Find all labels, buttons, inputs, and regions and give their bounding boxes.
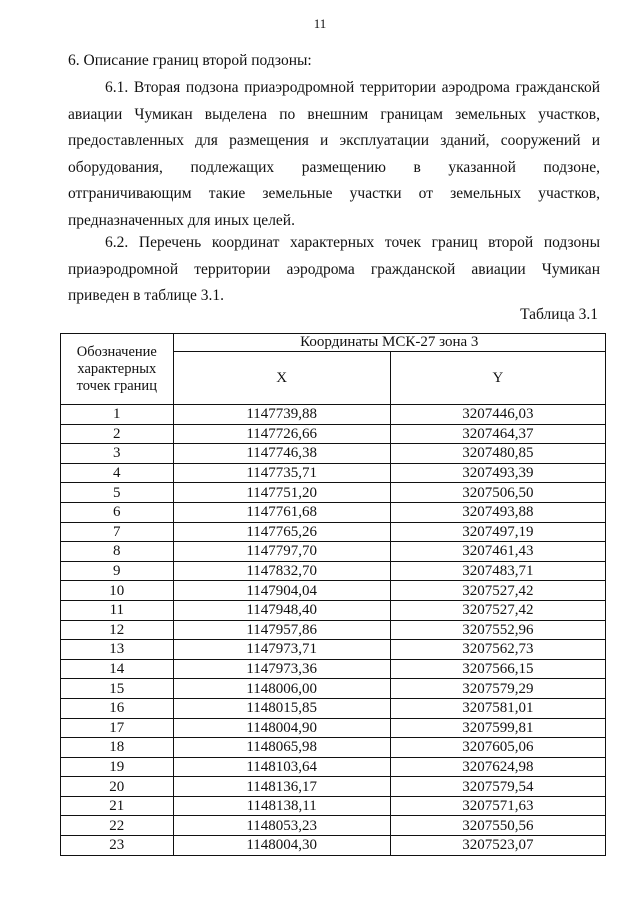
table-row [61,581,606,601]
x-value: 1147957,86 [173,620,390,640]
table-row [61,483,606,503]
table-row [61,777,606,797]
x-value: 1147751,20 [173,483,390,503]
paragraph-6-1: 6.1. Вторая подзона приаэродромной территории аэродрома гражданской авиации Чумикан выделена по внешним границам земельных участков, предоставленных для размещения и эксплуатации зданий, сооружений и оборудования, подлежащих размещению в указанной подзоне, отграничивающим такие земельные участки от земельных участков, предназначенных для иных целей. [68,79,600,229]
table-row [61,424,606,444]
y-value: 3207523,07 [390,836,605,856]
table-row [61,757,606,777]
point-number: 15 [61,679,174,699]
x-value: 1147948,40 [173,600,390,620]
y-value: 3207446,03 [390,405,605,425]
table-row [61,444,606,464]
x-value: 1147746,38 [173,444,390,464]
table-row [61,405,606,425]
x-value: 1147832,70 [173,561,390,581]
point-number: 12 [61,620,174,640]
y-value: 3207550,56 [390,816,605,836]
y-value: 3207480,85 [390,444,605,464]
x-value: 1148053,23 [173,816,390,836]
table-row [61,738,606,758]
point-number: 8 [61,542,174,562]
y-value: 3207461,43 [390,542,605,562]
y-value: 3207581,01 [390,698,605,718]
x-value: 1147739,88 [173,405,390,425]
table-row [61,679,606,699]
point-number: 14 [61,659,174,679]
point-number: 21 [61,796,174,816]
table-row [61,659,606,679]
point-number: 10 [61,581,174,601]
x-value: 1147973,36 [173,659,390,679]
y-value: 3207624,98 [390,757,605,777]
x-value: 1147904,04 [173,581,390,601]
table-row [61,640,606,660]
point-number: 5 [61,483,174,503]
x-value: 1147973,71 [173,640,390,660]
y-value: 3207566,15 [390,659,605,679]
point-number: 4 [61,463,174,483]
point-number: 23 [61,836,174,856]
table-row [61,542,606,562]
point-number: 20 [61,777,174,797]
x-value: 1147735,71 [173,463,390,483]
table-row [61,502,606,522]
point-number: 13 [61,640,174,660]
table-row [61,522,606,542]
x-value: 1148103,64 [173,757,390,777]
table-caption: Таблица 3.1 [520,306,598,323]
y-value: 3207493,39 [390,463,605,483]
point-number: 16 [61,698,174,718]
table-row [61,463,606,483]
y-value: 3207552,96 [390,620,605,640]
x-value: 1148004,90 [173,718,390,738]
point-number: 1 [61,405,174,425]
y-value: 3207579,54 [390,777,605,797]
point-number: 19 [61,757,174,777]
x-value: 1148004,30 [173,836,390,856]
coordinates-table-body [61,405,606,856]
table-row [61,718,606,738]
y-value: 3207483,71 [390,561,605,581]
y-value: 3207562,73 [390,640,605,660]
x-value: 1147761,68 [173,502,390,522]
x-value: 1147765,26 [173,522,390,542]
point-number: 22 [61,816,174,836]
y-value: 3207579,29 [390,679,605,699]
point-label-header: Обозначение характерных точек границ [61,334,174,405]
point-number: 17 [61,718,174,738]
x-value: 1148065,98 [173,738,390,758]
x-value: 1147797,70 [173,542,390,562]
point-number: 11 [61,600,174,620]
page-number: 11 [313,16,327,31]
y-value: 3207527,42 [390,581,605,601]
coordinates-table [60,333,606,856]
table-row [61,816,606,836]
y-value: 3207464,37 [390,424,605,444]
paragraph-6-2: 6.2. Перечень координат характерных точек границ второй подзоны приаэродромной территории аэродрома гражданской авиации Чумикан приведен в таблице 3.1. [68,234,600,304]
coordinates-group-header: Координаты МСК-27 зона 3 [173,334,605,352]
y-value: 3207493,88 [390,502,605,522]
point-number: 3 [61,444,174,464]
x-value: 1148138,11 [173,796,390,816]
y-value: 3207497,19 [390,522,605,542]
x-value: 1148006,00 [173,679,390,699]
table-row [61,796,606,816]
x-value: 1148015,85 [173,698,390,718]
point-number: 2 [61,424,174,444]
x-value: 1148136,17 [173,777,390,797]
point-number: 18 [61,738,174,758]
y-value: 3207599,81 [390,718,605,738]
table-row [61,600,606,620]
y-value: 3207506,50 [390,483,605,503]
table-row [61,561,606,581]
section-heading: 6. Описание границ второй подзоны: [68,52,312,69]
y-header: Y [390,352,605,405]
point-number: 9 [61,561,174,581]
table-row [61,620,606,640]
x-header: X [173,352,390,405]
y-value: 3207605,06 [390,738,605,758]
table-row [61,698,606,718]
x-value: 1147726,66 [173,424,390,444]
y-value: 3207571,63 [390,796,605,816]
point-number: 6 [61,502,174,522]
y-value: 3207527,42 [390,600,605,620]
point-number: 7 [61,522,174,542]
table-row [61,836,606,856]
